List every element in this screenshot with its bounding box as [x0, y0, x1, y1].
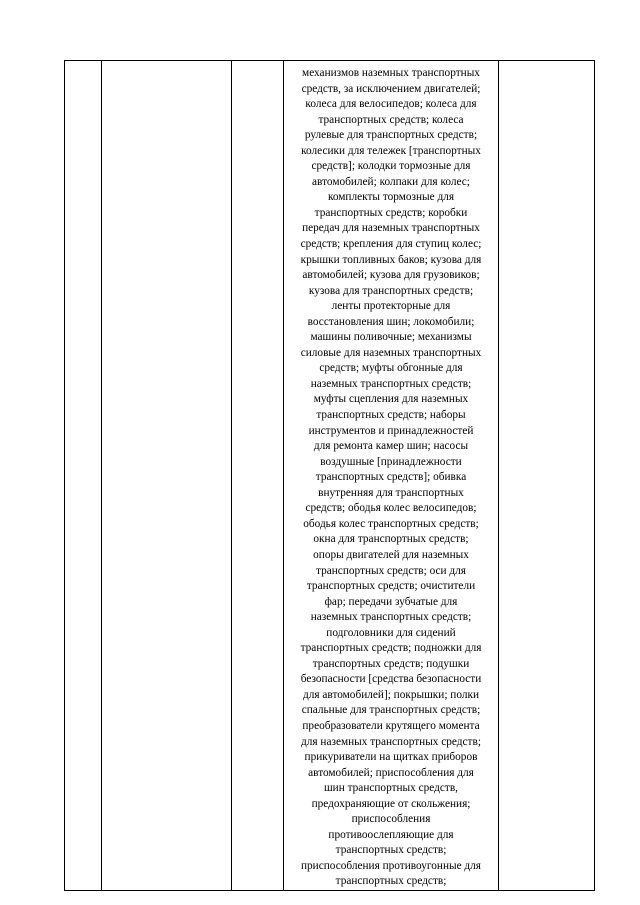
table-row: [65, 61, 595, 891]
table-cell-name: [102, 61, 232, 891]
table-cell-goods: [284, 61, 499, 891]
goods-list-text: механизмов наземных транспортных средств, за исключением двигателей; колеса для велосипедов; колеса для транспортных средств; колеса рулевые для транспортных средств; колесики для тележек [транспортных средств]; колодки тормозные для автомобилей; колпаки для колес; комплекты тормозные для транспортных средств; коробки передач для наземных транспортных средств; крепления для ступиц колес; крышки топливных баков; кузова для автомобилей; кузова для грузовиков; кузова для транспортных средств; ленты протекторные для восстановления шин; локомобили; машины поливочные; механизмы силовые для наземных транспортных средств; муфты обгонные для наземных транспортных средств; муфты сцепления для наземных транспортных средств; наборы инструментов и принадлежностей для ремонта камер шин; насосы воздушные [принадлежности транспортных средств]; обивка внутренняя для транспортных средств; ободья колес велосипедов; ободья колес транспортных средств; окна для транспортных средств; опоры двигателей для наземных транспортных средств; оси для транспортных средств; очистители фар; передачи зубчатые для наземных транспортных средств; подголовники для сидений транспортных средств; подножки для транспортных средств; подушки безопасности [средства безопасности для автомобилей]; покрышки; полки спальные для транспортных средств; преобразователи крутящего момента для наземных транспортных средств; прикуриватели на щитках приборов автомобилей; приспособления для шин транспортных средств, предохраняющие от скольжения; приспособления противоослепляющие для транспортных средств; приспособления противоугонные для транспортных средств;: [300, 67, 482, 888]
goods-table: [64, 60, 595, 891]
table-cell-number: [65, 61, 102, 891]
table-cell-notes: [499, 61, 595, 891]
table-cell-class: [232, 61, 284, 891]
